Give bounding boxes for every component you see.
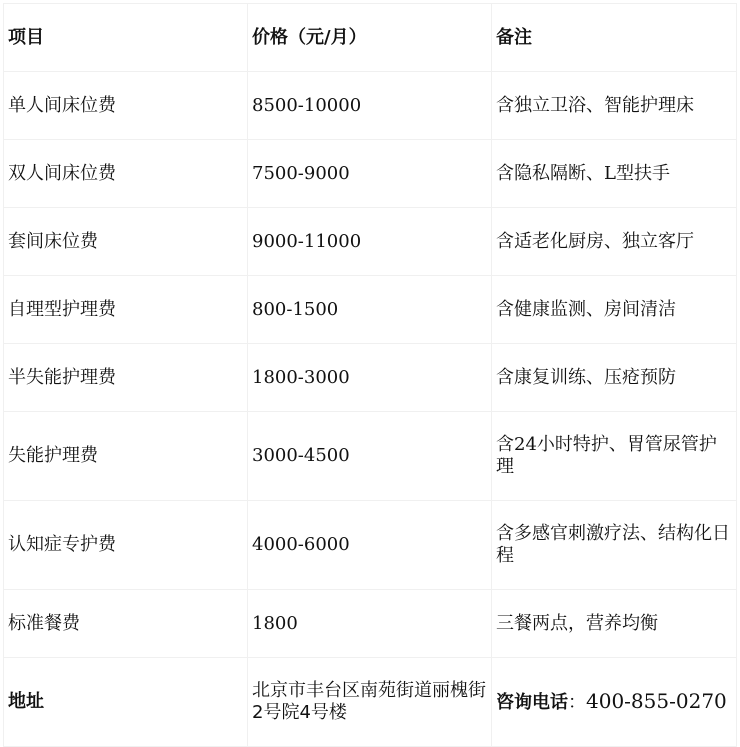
phone-separator: ：	[568, 692, 586, 713]
item-cell: 套间床位费	[4, 208, 248, 276]
note-cell: 含康复训练、压疮预防	[492, 344, 737, 412]
note-cell: 三餐两点，营养均衡	[492, 590, 737, 658]
header-note: 备注	[492, 4, 737, 72]
price-cell: 8500-10000	[248, 72, 492, 140]
item-cell: 双人间床位费	[4, 140, 248, 208]
header-item: 项目	[4, 4, 248, 72]
address-value: 北京市丰台区南苑街道丽槐街2号院4号楼	[248, 658, 492, 747]
price-table	[3, 3, 737, 747]
table-row	[4, 501, 737, 590]
item-cell: 单人间床位费	[4, 72, 248, 140]
item-cell: 自理型护理费	[4, 276, 248, 344]
footer-row	[4, 658, 737, 747]
address-label: 地址	[4, 658, 248, 747]
header-price: 价格（元/月）	[248, 4, 492, 72]
table-row	[4, 72, 737, 140]
item-cell: 失能护理费	[4, 412, 248, 501]
note-cell: 含健康监测、房间清洁	[492, 276, 737, 344]
note-cell: 含适老化厨房、独立客厅	[492, 208, 737, 276]
table-row	[4, 590, 737, 658]
phone-label: 咨询电话	[496, 692, 568, 713]
price-cell: 1800-3000	[248, 344, 492, 412]
price-cell: 800-1500	[248, 276, 492, 344]
table-row	[4, 412, 737, 501]
item-cell: 标准餐费	[4, 590, 248, 658]
table-row	[4, 276, 737, 344]
item-cell: 半失能护理费	[4, 344, 248, 412]
price-cell: 1800	[248, 590, 492, 658]
note-cell: 含多感官刺激疗法、结构化日程	[492, 501, 737, 590]
note-cell: 含隐私隔断、L型扶手	[492, 140, 737, 208]
table-row	[4, 208, 737, 276]
note-cell: 含24小时特护、胃管尿管护理	[492, 412, 737, 501]
phone-cell	[492, 658, 737, 747]
item-cell: 认知症专护费	[4, 501, 248, 590]
phone-number[interactable]: 400-855-0270	[586, 689, 727, 713]
price-cell: 9000-11000	[248, 208, 492, 276]
table-row	[4, 140, 737, 208]
price-cell: 3000-4500	[248, 412, 492, 501]
price-cell: 7500-9000	[248, 140, 492, 208]
table-row	[4, 344, 737, 412]
price-cell: 4000-6000	[248, 501, 492, 590]
table-header-row	[4, 4, 737, 72]
note-cell: 含独立卫浴、智能护理床	[492, 72, 737, 140]
